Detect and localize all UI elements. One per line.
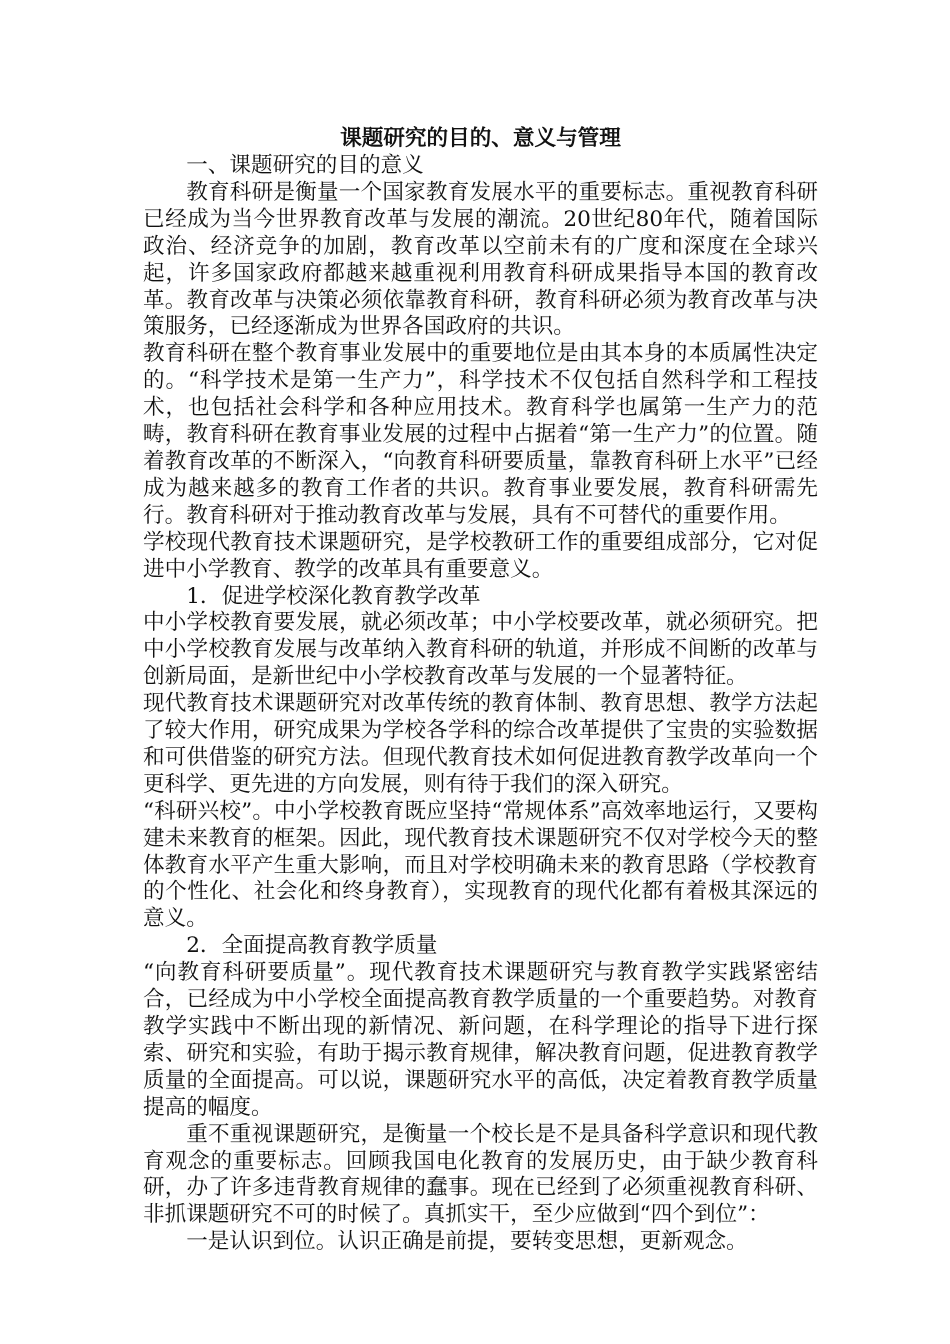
paragraph: 教育科研是衡量一个国家教育发展水平的重要标志。重视教育科研已经成为当今世界教育改革与发展的潮流。20世纪80年代，随着国际政治、经济竞争的加剧，教育改革以空前未有的广度和深度在全球兴起，许多国家政府都越来越重视利用教育科研成果指导本国的教育改革。教育改革与决策必须依靠教育科研，教育科研必须为教育改革与决策服务，已经逐渐成为世界各国政府的共识。 xyxy=(143,179,818,340)
paragraph: 现代教育技术课题研究对改革传统的教育体制、教育思想、教学方法起了较大作用，研究成果为学校各学科的综合改革提供了宝贵的实验数据和可供借鉴的研究方法。但现代教育技术如何促进教育教学改革向一个更科学、更先进的方向发展，则有待于我们的深入研究。 xyxy=(143,691,818,797)
paragraph: “科研兴校”。中小学校教育既应坚持“常规体系”高效率地运行，又要构建未来教育的框架。因此，现代教育技术课题研究不仅对学校今天的整体教育水平产生重大影响，而且对学校明确未来的教育思路（学校教育的个性化、社会化和终身教育），实现教育的现代化都有着极其深远的意义。 xyxy=(143,798,818,932)
paragraph: 一是认识到位。认识正确是前提，要转变思想，更新观念。 xyxy=(186,1229,748,1255)
paragraph: 教育科研在整个教育事业发展中的重要地位是由其本身的本质属性决定的。“科学技术是第一生产力”，科学技术不仅包括自然科学和工程技术，也包括社会科学和各种应用技术。教育科学也属第一生产力的范畴，教育科研在教育事业发展的过程中占据着“第一生产力”的位置。随着教育改革的不断深入，“向教育科研要质量，靠教育科研上水平”已经成为越来越多的教育工作者的共识。教育事业要发展，教育科研需先行。教育科研对于推动教育改革与发展，具有不可替代的重要作用。 xyxy=(143,341,818,528)
paragraph: 2．全面提高教育教学质量 xyxy=(186,933,438,959)
paragraph: 学校现代教育技术课题研究，是学校教研工作的重要组成部分，它对促进中小学教育、教学的改革具有重要意义。 xyxy=(143,529,818,582)
paragraph: 重不重视课题研究，是衡量一个校长是不是具备科学意识和现代教育观念的重要标志。回顾我国电化教育的发展历史，由于缺少教育科研，办了许多违背教育规律的蠢事。现在已经到了必须重视教育科研、非抓课题研究不可的时候了。真抓实干，至少应做到“四个到位”： xyxy=(143,1121,818,1228)
paragraph: “向教育科研要质量”。现代教育技术课题研究与教育教学实践紧密结合，已经成为中小学校全面提高教育教学质量的一个重要趋势。对教育教学实践中不断出现的新情况、新问题，在科学理论的指导下进行探索、研究和实验，有助于揭示教育规律，解决教育问题，促进教育教学质量的全面提高。可以说，课题研究水平的高低，决定着教育教学质量提高的幅度。 xyxy=(143,960,818,1120)
paragraph: 1．促进学校深化教育教学改革 xyxy=(186,583,481,609)
paragraph: 中小学校教育要发展，就必须改革；中小学校要改革，就必须研究。把中小学校教育发展与改革纳入教育科研的轨道，并形成不间断的改革与创新局面，是新世纪中小学校教育改革与发展的一个显著特征。 xyxy=(143,610,818,690)
document-page xyxy=(143,124,818,1256)
paragraph: 一、课题研究的目的意义 xyxy=(186,153,424,178)
document-body xyxy=(143,153,818,1256)
document-title: 课题研究的目的、意义与管理 xyxy=(340,126,621,151)
